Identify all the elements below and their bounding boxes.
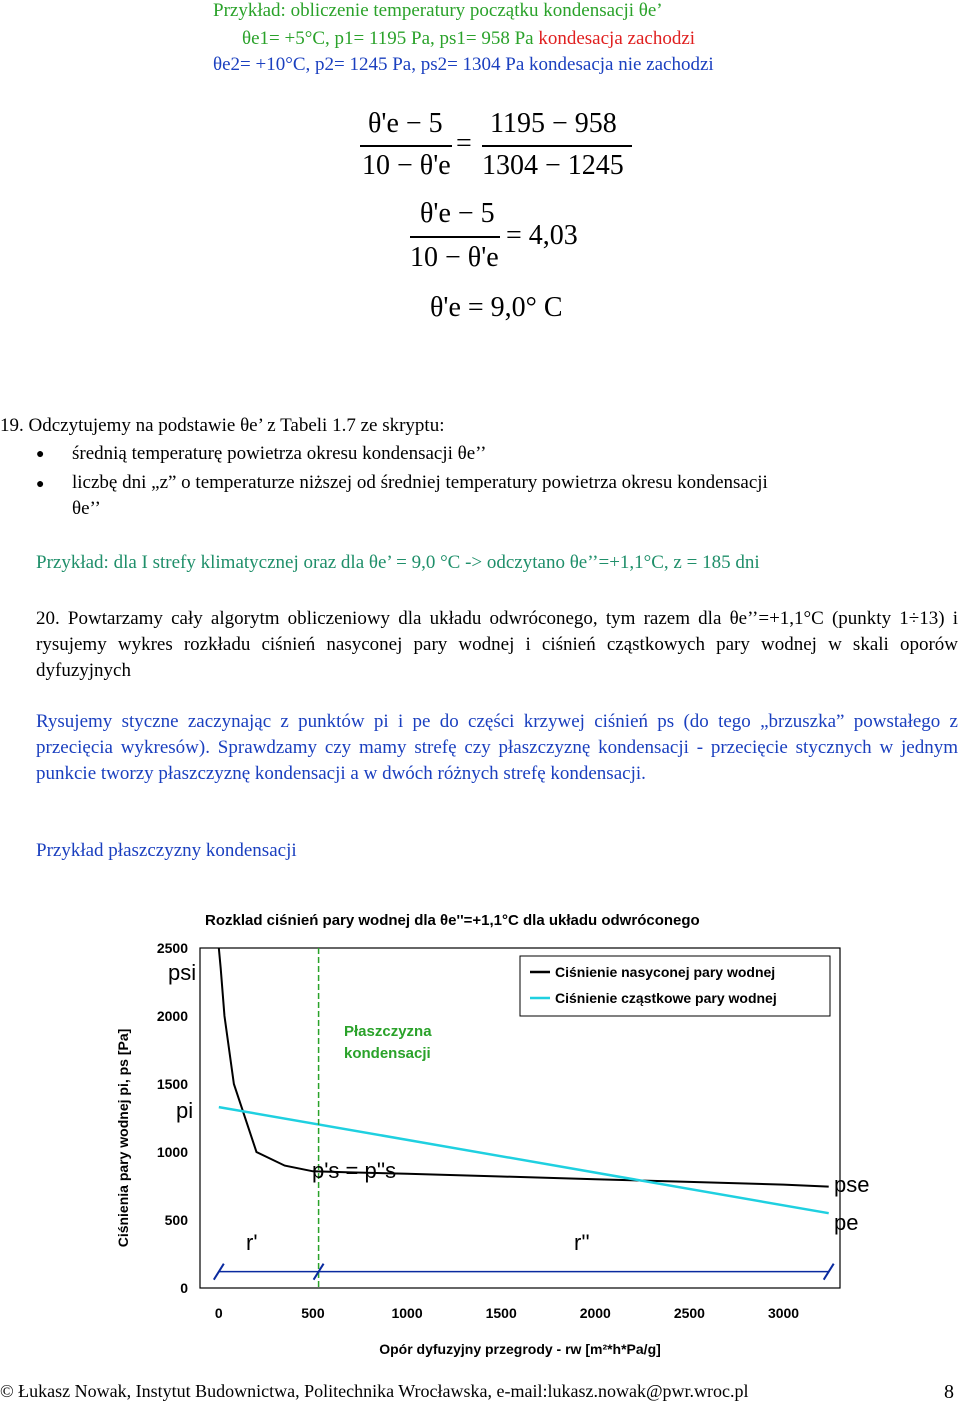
eq1-equals: = <box>456 128 472 159</box>
x-tick-label: 0 <box>214 1305 223 1321</box>
y-tick-label: 500 <box>164 1212 188 1228</box>
section19-bullet1: średnią temperaturę powietrza okresu kondensacji θe’’ <box>72 443 487 464</box>
annotation-pe: pe <box>834 1210 859 1235</box>
example-title: Przykład: obliczenie temperatury początku kondensacji θe’ <box>213 0 663 21</box>
section20-text: 20. Powtarzamy cały algorytm obliczeniowy dla układu odwróconego, tym razem dla θe’’=+1,1°C (punkty 1÷13) i rysujemy wykres rozkładu ciśnień nasyconej pary wodnej i ciśnień cząstkowych pary wodnej w skali oporów dyfuzyjnych <box>36 608 958 681</box>
y-axis-label: Ciśnienia pary wodnej pi, ps [Pa] <box>115 1028 131 1248</box>
condensation-chart <box>100 900 870 1375</box>
eq1-den-right: 1304 − 1245 <box>482 150 624 181</box>
case1-line <box>242 28 695 50</box>
section19-bullet2: liczbę dni „z” o temperaturze niższej od średniej temperatury powietrza okresu kondensacji <box>72 472 768 493</box>
y-tick-label: 1500 <box>156 1076 188 1092</box>
annotation-r1: r' <box>246 1230 258 1255</box>
section19-bullet2-cont: θe’’ <box>72 498 101 519</box>
y-tick-label: 2000 <box>156 1008 188 1024</box>
y-tick-label: 1000 <box>156 1144 188 1160</box>
eq1-den-left: 10 − θ'e <box>362 150 451 181</box>
eq1-num-right: 1195 − 958 <box>490 108 617 139</box>
eq2-num: θ'e − 5 <box>420 198 495 229</box>
annotation-ps: p's = p''s <box>312 1158 397 1183</box>
x-tick-label: 2500 <box>673 1305 705 1321</box>
case1-params: θe1= +5°C, p1= 1195 Pa, ps1= 958 Pa <box>242 28 539 49</box>
annotation-plane-0: Płaszczyzna <box>344 1023 432 1040</box>
y-tick-label: 2500 <box>156 940 188 956</box>
chart-title: Rozklad ciśnień pary wodnej dla θe''=+1,1°C dla układu odwróconego <box>205 912 700 929</box>
eq1-frac-right <box>482 145 632 147</box>
section20-blue-text: Rysujemy styczne zaczynając z punktów pi i pe do części krzywej ciśnień ps (do tego „brzuszka” powstałego z przecięcia wykresów). Sprawdzamy czy mamy strefę czy płaszczyznę kondensacji - przecięcie stycznych w jednym punkcie tworzy płaszczyznę kondensacji a w dwóch różnych strefę kondensacji. <box>36 711 958 784</box>
eq2-rhs: = 4,03 <box>506 220 578 251</box>
eq2-frac <box>410 236 500 238</box>
eq3: θ'e = 9,0° C <box>430 292 563 323</box>
legend-label-0: Ciśnienie nasyconej pary wodnej <box>555 964 776 980</box>
section19-example: Przykład: dla I strefy klimatycznej oraz dla θe’ = 9,0 °C -> odczytano θe’’=+1,1°C, z = 185 dni <box>36 552 760 573</box>
x-tick-label: 500 <box>301 1305 325 1321</box>
series-line-1 <box>219 1107 829 1213</box>
x-tick-label: 2000 <box>579 1305 611 1321</box>
annotation-psi: psi <box>168 960 197 985</box>
annotation-pse: pse <box>834 1172 870 1197</box>
annotation-pi: pi <box>176 1098 194 1123</box>
section19-title: 19. Odczytujemy na podstawie θe’ z Tabeli 1.7 ze skryptu: <box>0 415 445 436</box>
case2-line: θe2= +10°C, p2= 1245 Pa, ps2= 1304 Pa kondesacja nie zachodzi <box>213 54 714 75</box>
x-tick-label: 3000 <box>767 1305 800 1321</box>
footer-credits: © Łukasz Nowak, Instytut Budownictwa, Politechnika Wrocławska, e-mail:lukasz.nowak@pwr.wroc.pl <box>0 1381 749 1401</box>
annotation-r2: r'' <box>574 1230 590 1255</box>
eq1-frac-left <box>360 145 452 147</box>
bullet-dot-2: ● <box>36 477 45 492</box>
eq2-den: 10 − θ'e <box>410 242 499 273</box>
plane-example-title: Przykład płaszczyzny kondensacji <box>36 840 297 861</box>
page-number: 8 <box>944 1381 954 1403</box>
y-tick-label: 0 <box>180 1280 188 1296</box>
legend-label-1: Ciśnienie cząstkowe pary wodnej <box>555 990 777 1006</box>
x-tick-label: 1500 <box>485 1305 517 1321</box>
bullet-dot-1: ● <box>36 447 45 462</box>
eq1-num-left: θ'e − 5 <box>368 108 443 139</box>
annotation-plane-1: kondensacji <box>344 1045 431 1062</box>
case1-status: kondesacja zachodzi <box>538 28 696 49</box>
x-axis-label: Opór dyfuzyjny przegrody - rw [m²*h*Pa/g] <box>379 1341 661 1357</box>
x-tick-label: 1000 <box>391 1305 423 1321</box>
